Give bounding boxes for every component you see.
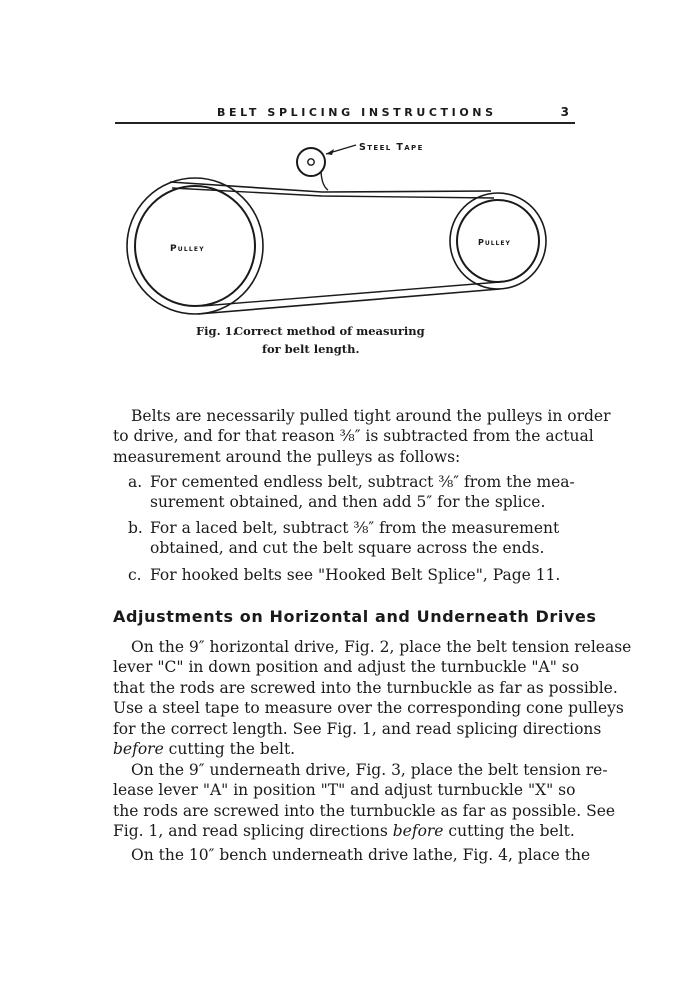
text-line: measurement around the pulleys as follows:	[113, 447, 461, 466]
text-line: obtained, and cut the belt square across the ends.	[150, 539, 545, 558]
page-number: 3	[560, 105, 569, 119]
figure-number: Fig. 1.	[196, 324, 237, 338]
list-marker: c.	[128, 566, 142, 584]
text-fragment: Fig. 1, and read splicing directions	[113, 822, 393, 841]
steel-tape-label: Steel Tape	[359, 142, 424, 153]
right-pulley-label: Pulley	[478, 238, 511, 247]
underneath-drive-paragraph	[113, 760, 616, 842]
caption-line-1: Correct method of measuring	[234, 324, 425, 338]
steel-tape-reel	[297, 148, 325, 176]
text-line: On the 9″ horizontal drive, Fig. 2, place the belt tension release	[131, 638, 632, 656]
intro-paragraph	[113, 406, 611, 467]
list-item-b	[128, 518, 560, 559]
text-line: surement obtained, and then add 5″ for the splice.	[150, 493, 546, 512]
text-line: On the 9″ underneath drive, Fig. 3, place the belt tension re-	[131, 761, 608, 779]
text-line: to drive, and for that reason ⅜″ is subtracted from the actual	[113, 427, 594, 446]
running-header	[115, 98, 575, 124]
text-line: Use a steel tape to measure over the corresponding cone pulleys	[113, 699, 624, 718]
list-item-c	[128, 565, 561, 585]
text-line: lever "C" in down position and adjust the turnbuckle "A" so	[113, 658, 580, 677]
figure-belt-measurement	[110, 128, 570, 326]
list-marker: a.	[128, 473, 143, 491]
caption-line-2: for belt length.	[262, 342, 360, 356]
figure-caption	[196, 322, 496, 358]
text-line: For a laced belt, subtract ⅜″ from the measurement	[150, 519, 560, 537]
text-line: lease lever "A" in position "T" and adjust turnbuckle "X" so	[113, 781, 576, 800]
text-line: that the rods are screwed into the turnbuckle as far as possible.	[113, 678, 618, 697]
horizontal-drive-paragraph	[113, 637, 632, 759]
text-line: for the correct length. See Fig. 1, and read splicing directions	[113, 719, 602, 738]
text-line	[113, 821, 575, 841]
list-marker: b.	[128, 519, 143, 537]
header-title: BELT SPLICING INSTRUCTIONS	[217, 106, 497, 119]
text-line: For hooked belts see "Hooked Belt Splice", Page 11.	[150, 566, 561, 584]
section-heading: Adjustments on Horizontal and Underneath Drives	[113, 607, 597, 626]
text-fragment: cutting the belt.	[443, 822, 575, 841]
text-line: For cemented endless belt, subtract ⅜″ from the mea-	[150, 473, 575, 491]
text-line: On the 10″ bench underneath drive lathe, Fig. 4, place the	[131, 846, 591, 864]
left-pulley-label: Pulley	[170, 244, 205, 254]
bench-drive-paragraph	[113, 845, 591, 865]
text-line: the rods are screwed into the turnbuckle as far as possible. See	[113, 801, 616, 820]
list-item-a	[128, 472, 575, 513]
emphasis-before: before	[392, 822, 444, 841]
text-line	[113, 739, 545, 759]
emphasis-before: before	[113, 740, 164, 759]
text-line: Belts are necessarily pulled tight around the pulleys in order	[131, 407, 611, 425]
text-fragment: cutting the belt.	[163, 740, 296, 759]
